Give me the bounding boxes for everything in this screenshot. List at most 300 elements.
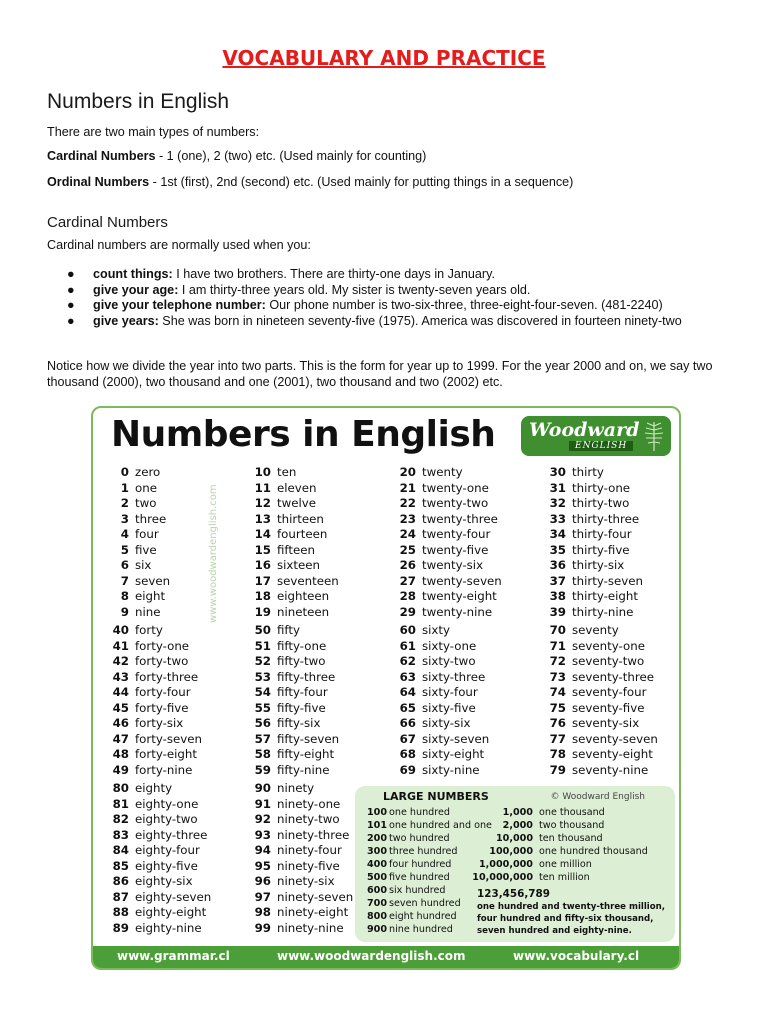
list-item [47, 298, 727, 314]
number-entry [540, 685, 681, 701]
number-word: thirty-three [572, 511, 640, 526]
number-word: eighty-eight [135, 905, 207, 919]
number-entry [390, 701, 540, 717]
number-word: eighteen [277, 589, 330, 603]
number-word: seventy-six [572, 716, 640, 730]
number-word: fifty-three [277, 669, 336, 684]
number-entry [245, 527, 395, 543]
number-digit: 96 [254, 874, 271, 888]
number-word: seventy-four [572, 685, 647, 699]
number-digit: 85 [112, 858, 129, 873]
number-word: nineteen [277, 604, 330, 619]
number-entry [540, 763, 681, 779]
woodward-logo [521, 416, 671, 456]
number-word: sixty-four [422, 685, 478, 699]
hundreds-entry [361, 807, 450, 820]
number-digit: 91 [254, 796, 271, 811]
number-word: seventy-two [572, 654, 645, 668]
number-column [245, 465, 395, 620]
number-digit: 94 [254, 843, 271, 857]
number-entry [390, 763, 540, 779]
hundreds-word: one hundred [389, 807, 450, 818]
thousands-word: one hundred thousand [539, 846, 648, 857]
number-digit: 72 [549, 654, 566, 668]
number-column [540, 465, 681, 620]
number-entry [245, 654, 395, 670]
number-word: fifty-five [277, 700, 326, 715]
number-word: twenty-nine [422, 604, 493, 619]
number-word: sixty [422, 623, 451, 637]
number-word: fifty-two [277, 654, 326, 668]
list-item-term: give your telephone number: [93, 298, 266, 312]
thousands-entry [443, 872, 590, 885]
number-entry [390, 589, 540, 605]
hundreds-word: nine hundred [389, 924, 453, 935]
number-word: fifty-eight [277, 747, 335, 761]
number-word: fifty [277, 623, 300, 637]
number-digit: 60 [399, 623, 416, 637]
thousands-entry [443, 820, 604, 833]
number-word: eight [135, 589, 166, 603]
number-word: thirty-six [572, 558, 625, 572]
number-word: twenty-seven [422, 573, 502, 588]
number-word: thirty-five [572, 542, 630, 557]
number-entry [245, 639, 395, 655]
number-entry [390, 574, 540, 590]
number-entry [390, 496, 540, 512]
number-entry [540, 589, 681, 605]
number-word: thirty-eight [572, 589, 639, 603]
number-digit: 49 [112, 762, 129, 777]
number-word: eighty [135, 781, 173, 795]
number-word: ninety-six [277, 874, 335, 888]
number-entry [390, 605, 540, 621]
number-word: fifty-seven [277, 731, 340, 746]
number-word: ninety-two [277, 812, 340, 826]
number-entry [103, 732, 253, 748]
number-word: thirty-one [572, 480, 631, 495]
number-word: ninety-four [277, 843, 342, 857]
number-word: seventy-one [572, 638, 645, 653]
number-word: sixty-nine [422, 762, 480, 777]
number-digit: 54 [254, 685, 271, 699]
number-word: twenty-five [422, 542, 489, 557]
number-digit: 38 [549, 589, 566, 603]
number-word: forty-eight [135, 747, 198, 761]
number-digit: 50 [254, 623, 271, 637]
number-entry [245, 558, 395, 574]
number-digit: 21 [399, 480, 416, 495]
number-entry [540, 574, 681, 590]
footer-link: www.grammar.cl [117, 949, 230, 963]
number-digit: 71 [549, 638, 566, 653]
number-digit: 22 [399, 496, 416, 510]
number-digit: 12 [254, 496, 271, 510]
number-word: twenty-one [422, 480, 489, 495]
number-digit: 41 [112, 638, 129, 653]
list-item [47, 283, 727, 299]
number-entry [103, 605, 253, 621]
number-digit: 23 [399, 511, 416, 526]
number-digit: 80 [112, 781, 129, 795]
number-digit: 14 [254, 527, 271, 541]
hundreds-digit: 500 [366, 872, 387, 883]
number-word: nine [135, 604, 161, 619]
number-word: forty-five [135, 700, 189, 715]
number-word: seventy-five [572, 700, 645, 715]
number-word: seventeen [277, 573, 339, 588]
number-word: forty-two [135, 654, 189, 668]
number-entry [103, 496, 253, 512]
number-digit: 20 [399, 465, 416, 479]
number-word: one [135, 480, 157, 495]
number-entry [540, 605, 681, 621]
intro-lead: There are two main types of numbers: [47, 125, 260, 139]
number-word: fifty-one [277, 638, 327, 653]
number-digit: 97 [254, 889, 271, 904]
list-item-text: She was born in nineteen seventy-five (1975). America was discovered in fourteen ninety-two [158, 313, 682, 328]
number-digit: 48 [112, 747, 129, 761]
number-word: fifty-four [277, 685, 328, 699]
number-digit: 5 [120, 542, 129, 557]
numbers-poster [91, 406, 681, 970]
number-entry [103, 623, 253, 639]
hundreds-word: six hundred [389, 885, 446, 896]
number-digit: 84 [112, 843, 129, 857]
number-word: eighty-three [135, 827, 208, 842]
number-entry [103, 654, 253, 670]
number-word: fifteen [277, 542, 315, 557]
cardinal-lead: Cardinal numbers are normally used when you: [47, 238, 311, 252]
number-word: forty [135, 623, 163, 637]
number-word: seventy [572, 623, 619, 637]
list-item [47, 314, 727, 330]
number-entry [540, 481, 681, 497]
bullet-icon: ● [67, 267, 75, 281]
thousands-digit: 10,000,000 [472, 872, 533, 883]
number-digit: 42 [112, 654, 129, 668]
thousands-word: one thousand [539, 807, 605, 818]
number-entry [540, 543, 681, 559]
number-digit: 1 [120, 480, 129, 495]
number-entry [390, 732, 540, 748]
number-entry [540, 639, 681, 655]
number-digit: 55 [254, 700, 271, 715]
section-heading: Numbers in English [47, 90, 230, 113]
number-digit: 6 [120, 558, 129, 572]
number-column [103, 781, 253, 936]
number-word: ninety-one [277, 796, 341, 811]
number-column [540, 623, 681, 778]
number-digit: 95 [254, 858, 271, 873]
number-digit: 82 [112, 812, 129, 826]
hundreds-word: three hundred [389, 846, 458, 857]
number-word: seventy-eight [572, 747, 653, 761]
cardinal-text: - 1 (one), 2 (two) etc. (Used mainly for counting) [155, 149, 427, 163]
number-entry [540, 465, 681, 481]
list-item-term: count things: [93, 267, 173, 281]
number-digit: 13 [254, 511, 271, 526]
list-item-text: I am thirty-three years old. My sister is twenty-seven years old. [178, 282, 531, 297]
number-word: eighty-two [135, 812, 198, 826]
number-entry [103, 747, 253, 763]
number-entry [103, 781, 253, 797]
number-entry [103, 812, 253, 828]
number-word: seventy-nine [572, 762, 649, 777]
example-words: one hundred and twenty-three million, four hundred and fifty-six thousand, seven hundred and eighty-nine. [477, 902, 666, 936]
thousands-entry [443, 859, 592, 872]
number-digit: 10 [254, 465, 271, 479]
number-digit: 87 [112, 889, 129, 904]
number-entry [540, 496, 681, 512]
number-digit: 86 [112, 874, 129, 888]
number-word: thirty-two [572, 496, 630, 510]
number-entry [245, 481, 395, 497]
number-entry [103, 512, 253, 528]
fern-icon [643, 420, 665, 452]
number-digit: 19 [254, 604, 271, 619]
page-title: VOCABULARY AND PRACTICE [222, 46, 546, 70]
number-entry [390, 465, 540, 481]
number-entry [245, 763, 395, 779]
hundreds-word: eight hundred [389, 911, 457, 922]
number-entry [390, 527, 540, 543]
number-word: three [135, 511, 167, 526]
hundreds-digit: 900 [366, 924, 387, 935]
number-word: sixty-two [422, 654, 476, 668]
cardinal-term: Cardinal Numbers [47, 149, 156, 163]
number-digit: 27 [399, 573, 416, 588]
number-word: twenty-three [422, 511, 498, 526]
number-entry [245, 589, 395, 605]
number-word: twelve [277, 496, 317, 510]
cardinal-definition [47, 148, 426, 164]
number-entry [390, 685, 540, 701]
number-digit: 52 [254, 654, 271, 668]
number-word: eleven [277, 480, 317, 495]
number-entry [103, 797, 253, 813]
number-entry [245, 685, 395, 701]
number-digit: 46 [112, 716, 129, 730]
thousands-digit: 2,000 [502, 820, 533, 831]
number-digit: 32 [549, 496, 566, 510]
number-entry [245, 543, 395, 559]
number-entry [245, 512, 395, 528]
number-digit: 29 [399, 604, 416, 619]
number-entry [103, 859, 253, 875]
number-word: forty-six [135, 716, 184, 730]
number-digit: 43 [112, 669, 129, 684]
hundreds-entry [361, 911, 457, 924]
number-word: ninety [277, 781, 315, 795]
number-digit: 9 [120, 604, 129, 619]
number-digit: 81 [112, 796, 129, 811]
number-digit: 77 [549, 731, 566, 746]
number-entry [103, 685, 253, 701]
number-column [390, 623, 540, 778]
number-word: thirty-seven [572, 573, 644, 588]
number-entry [540, 654, 681, 670]
number-word: eighty-seven [135, 889, 212, 904]
number-entry [245, 574, 395, 590]
number-digit: 68 [399, 747, 416, 761]
hundreds-word: five hundred [389, 872, 450, 883]
thousands-entry [443, 846, 648, 859]
number-word: seventy-seven [572, 731, 658, 746]
number-digit: 75 [549, 700, 566, 715]
number-word: eighty-one [135, 796, 199, 811]
number-word: four [135, 527, 159, 541]
number-word: sixty-five [422, 700, 476, 715]
number-digit: 2 [120, 496, 129, 510]
thousands-digit: 1,000,000 [478, 859, 533, 870]
usage-list [47, 267, 727, 329]
hundreds-entry [361, 872, 450, 885]
number-word: eighty-nine [135, 920, 202, 935]
thousands-digit: 10,000 [495, 833, 533, 844]
number-entry [390, 654, 540, 670]
thousands-word: ten thousand [539, 833, 603, 844]
number-word: six [135, 558, 152, 572]
number-entry [245, 747, 395, 763]
hundreds-entry [361, 898, 461, 911]
number-entry [245, 670, 395, 686]
copyright-text: © Woodward English [550, 792, 645, 802]
hundreds-digit: 400 [366, 859, 387, 870]
number-word: forty-seven [135, 731, 202, 746]
number-entry [390, 639, 540, 655]
list-item-text: I have two brothers. There are thirty-one days in January. [172, 267, 495, 281]
number-word: ten [277, 465, 297, 479]
number-digit: 53 [254, 669, 271, 684]
hundreds-word: two hundred [389, 833, 450, 844]
number-entry [245, 623, 395, 639]
number-word: fifty-six [277, 716, 321, 730]
number-digit: 31 [549, 480, 566, 495]
number-entry [103, 828, 253, 844]
number-digit: 64 [399, 685, 416, 699]
number-digit: 44 [112, 685, 129, 699]
number-digit: 18 [254, 589, 271, 603]
number-digit: 61 [399, 638, 416, 653]
thousands-word: two thousand [539, 820, 605, 831]
number-word: thirty [572, 465, 604, 479]
poster-footer [93, 946, 679, 968]
number-digit: 76 [549, 716, 566, 730]
number-entry [540, 558, 681, 574]
cardinal-heading: Cardinal Numbers [47, 214, 168, 231]
list-item [47, 267, 727, 283]
number-word: forty-one [135, 638, 190, 653]
number-word: sixty-six [422, 716, 471, 730]
number-word: fourteen [277, 527, 328, 541]
number-entry [245, 465, 395, 481]
number-word: sixty-eight [422, 747, 485, 761]
number-entry [245, 732, 395, 748]
number-digit: 15 [254, 542, 271, 557]
large-numbers-panel [355, 786, 675, 942]
number-digit: 33 [549, 511, 566, 526]
number-entry [540, 747, 681, 763]
number-digit: 99 [254, 920, 271, 935]
footer-link: www.woodwardenglish.com [277, 949, 466, 963]
year-notice: Notice how we divide the year into two parts. This is the form for year up to 1999. For the year 2000 and on, we say two thousand (2000), two thousand and one (2001), two thousand and two (2002) etc. [47, 359, 713, 389]
number-entry [103, 481, 253, 497]
ordinal-text: - 1st (first), 2nd (second) etc. (Used mainly for putting things in a sequence) [149, 175, 574, 189]
number-word: sixty-three [422, 669, 486, 684]
number-word: ninety-five [277, 858, 340, 873]
number-digit: 56 [254, 716, 271, 730]
number-word: sixteen [277, 558, 321, 572]
number-entry [103, 843, 253, 859]
number-digit: 36 [549, 558, 566, 572]
number-word: ninety-three [277, 827, 350, 842]
number-entry [103, 465, 253, 481]
number-entry [390, 623, 540, 639]
number-digit: 40 [112, 623, 129, 637]
number-entry [390, 747, 540, 763]
number-digit: 34 [549, 527, 566, 541]
number-digit: 66 [399, 716, 416, 730]
number-entry [103, 716, 253, 732]
hundreds-entry [361, 859, 451, 872]
number-digit: 16 [254, 558, 271, 572]
number-digit: 98 [254, 905, 271, 919]
number-word: thirty-nine [572, 604, 634, 619]
number-column [245, 623, 395, 778]
example-number: 123,456,789 [477, 888, 550, 900]
number-entry [540, 623, 681, 639]
number-entry [103, 639, 253, 655]
number-entry [540, 527, 681, 543]
hundreds-digit: 600 [366, 885, 387, 896]
number-entry [103, 874, 253, 890]
hundreds-digit: 200 [366, 833, 387, 844]
number-digit: 26 [399, 558, 416, 572]
number-digit: 17 [254, 573, 271, 588]
number-word: two [135, 496, 157, 510]
number-digit: 70 [549, 623, 566, 637]
number-word: twenty-eight [422, 589, 497, 603]
number-entry [390, 716, 540, 732]
number-word: ninety-seven [277, 889, 354, 904]
number-entry [103, 701, 253, 717]
number-entry [103, 543, 253, 559]
number-digit: 93 [254, 827, 271, 842]
thousands-entry [443, 807, 605, 820]
number-entry [540, 732, 681, 748]
number-entry [103, 763, 253, 779]
number-digit: 83 [112, 827, 129, 842]
number-digit: 3 [120, 511, 129, 526]
number-digit: 25 [399, 542, 416, 557]
number-word: forty-nine [135, 762, 193, 777]
number-word: thirteen [277, 511, 324, 526]
number-digit: 69 [399, 762, 416, 777]
number-digit: 51 [254, 638, 271, 653]
ordinal-definition [47, 174, 573, 190]
number-digit: 35 [549, 542, 566, 557]
number-digit: 79 [549, 762, 566, 777]
hundreds-word: one hundred and one [389, 820, 492, 831]
number-digit: 63 [399, 669, 416, 684]
number-word: twenty-six [422, 558, 484, 572]
number-entry [540, 670, 681, 686]
number-word: ninety-nine [277, 920, 344, 935]
number-entry [103, 527, 253, 543]
number-entry [390, 512, 540, 528]
number-entry [390, 670, 540, 686]
